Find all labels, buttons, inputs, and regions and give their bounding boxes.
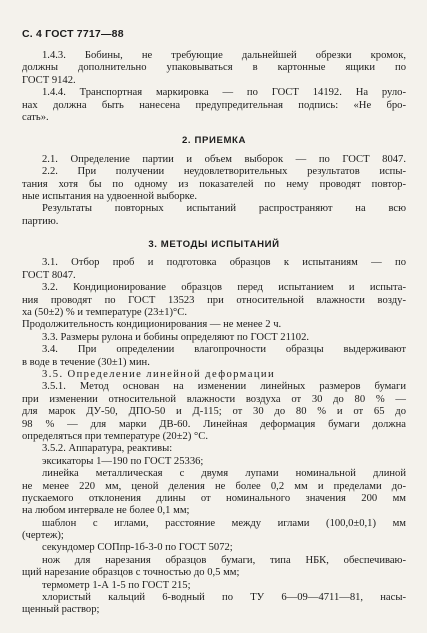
text-line: ГОСТ 9142. xyxy=(22,74,76,86)
list-item-calcium-chloride xyxy=(22,592,406,617)
text-line: для марок ДУ-50, ДПО-50 и Д-115; от 30 до 80 % и от 65 до xyxy=(22,406,406,418)
paragraph-3-5-1 xyxy=(22,381,406,443)
paragraph-3-3 xyxy=(22,332,406,344)
text-line: на любом интервале не более 0,1 мм; xyxy=(22,505,190,517)
section-heading-test-methods: 3. МЕТОДЫ ИСПЫТАНИЙ xyxy=(148,239,280,251)
text-line: не менее 220 мм, ценой деления не более 0,2 мм и пределами до- xyxy=(22,480,406,492)
text-line: нож для нарезания образцов бумаги, типа НБК, обеспечиваю- xyxy=(42,554,406,566)
text-line: 3.4. При определении влагопрочности образцы выдерживают xyxy=(42,344,406,356)
paragraph-2-2 xyxy=(22,166,406,203)
text-line: при изменении относительной влажности воздуха от 30 до 80 % — xyxy=(22,393,406,405)
text-line: (чертеж); xyxy=(22,530,64,542)
text-line: 98 % — для марки ДВ-60. Линейная деформация бумаги должна xyxy=(22,418,406,430)
section-heading-acceptance: 2. ПРИЕМКА xyxy=(181,135,247,147)
list-item-template xyxy=(22,518,406,543)
text-line: ные испытания на удвоенной выборке. xyxy=(22,190,198,202)
text-line: термометр 1-А 1-5 по ГОСТ 215; xyxy=(42,579,191,591)
paragraph-1-4-4 xyxy=(22,87,406,124)
text-line: щенный раствор; xyxy=(22,604,100,616)
text-line: в воде в течение (30±1) мин. xyxy=(22,356,150,368)
text-line: 3.5.1. Метод основан на изменении линейных размеров бумаги xyxy=(42,381,406,393)
text-line: пускаемого отклонения длины от номинального значения 200 мм xyxy=(22,492,406,504)
paragraph-3-4 xyxy=(22,344,406,369)
paragraph-2-1 xyxy=(22,154,406,166)
text-line: ния проводят по ГОСТ 13523 при относительной влажности возду- xyxy=(22,294,406,306)
text-line: хлористый кальций 6-водный по ТУ 6—09—4711—81, насы- xyxy=(42,592,406,604)
list-item-desiccators xyxy=(22,456,406,468)
paragraph-3-1 xyxy=(22,257,406,282)
text-line: щий нарезание образцов с точностью до 0,5 мм; xyxy=(22,567,240,579)
text-line: нах должна быть нанесена предупредительная подпись: «Не бро- xyxy=(22,99,406,111)
list-item-knife xyxy=(22,555,406,580)
text-line: Результаты повторных испытаний распространяют на всю xyxy=(42,203,406,215)
text-line: секундомер СОПпр-1б-3-0 по ГОСТ 5072; xyxy=(42,542,233,554)
paragraph-3-2 xyxy=(22,282,406,319)
text-line: партию. xyxy=(22,215,59,227)
text-line: 2.1. Определение партии и объем выборок — по ГОСТ 8047. xyxy=(42,153,406,165)
paragraph-conditioning-duration xyxy=(22,319,406,331)
text-line: 3.3. Размеры рулона и бобины определяют по ГОСТ 21102. xyxy=(42,331,310,343)
document-body xyxy=(22,50,406,617)
text-line: 2.2. При получении неудовлетворительных результатов испы- xyxy=(42,166,406,178)
text-line: 1.4.4. Транспортная маркировка — по ГОСТ 14192. На руло- xyxy=(42,87,406,99)
text-line: линейка металлическая с двумя лупами номинальной длиной xyxy=(42,468,406,480)
text-line: ха (50±2) % и температуре (23±1)°С. xyxy=(22,307,187,319)
paragraph-1-4-3 xyxy=(22,50,406,87)
text-line: 3.5.2. Аппаратура, реактивы: xyxy=(42,443,173,455)
paragraph-3-5-2 xyxy=(22,443,406,455)
list-item-thermometer xyxy=(22,580,406,592)
paragraph-retest-results xyxy=(22,203,406,228)
text-line: 3.1. Отбор проб и подготовка образцов к испытаниям — по xyxy=(42,257,406,269)
text-line: 3.2. Кондиционирование образцов перед испытанием и испыта- xyxy=(42,282,406,294)
text-line: определяться при температуре (20±2) °С. xyxy=(22,430,208,442)
text-line: 1.4.3. Бобины, не требующие дальнейшей обрезки кромок, xyxy=(42,50,406,61)
list-item-ruler xyxy=(22,468,406,518)
subsection-heading: 3.5. Определение линейной деформации xyxy=(42,368,276,380)
page-header: С. 4 ГОСТ 7717—88 xyxy=(22,28,124,40)
text-line: Продолжительность кондиционирования — не менее 2 ч. xyxy=(22,319,282,331)
list-item-stopwatch xyxy=(22,542,406,554)
text-line: шаблон с иглами, расстояние между иглами (100,0±0,1) мм xyxy=(42,517,406,529)
text-line: эксикаторы 1—190 по ГОСТ 25336; xyxy=(42,455,204,467)
text-line: ГОСТ 8047. xyxy=(22,269,76,281)
text-line: сать». xyxy=(22,111,49,123)
text-line: тания хотя бы по одному из показателей по нему проводят повтор- xyxy=(22,178,406,190)
paragraph-3-5 xyxy=(22,369,406,381)
text-line: должны дополнительно упаковываться в картонные ящики по xyxy=(22,62,406,74)
